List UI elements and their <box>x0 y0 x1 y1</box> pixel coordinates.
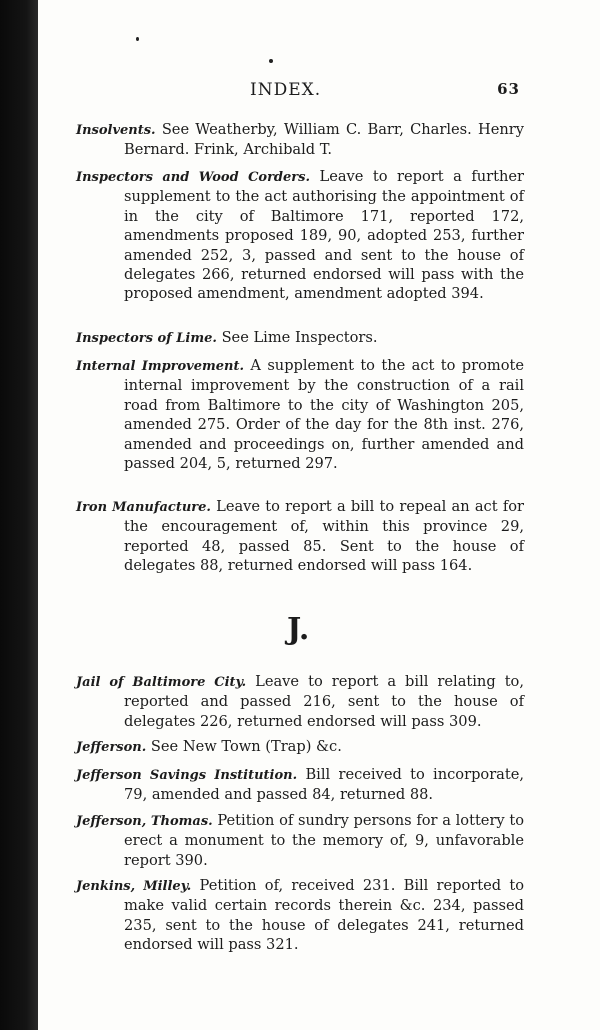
entry-text: See Lime Inspectors. <box>221 329 378 346</box>
index-entry <box>76 356 524 473</box>
index-entry <box>76 765 524 805</box>
entry-term: Jefferson Savings Institution. <box>76 768 298 783</box>
entry-term: Jefferson, Thomas. <box>76 814 213 829</box>
book-spine-shadow <box>0 0 38 1030</box>
page-header <box>250 80 520 104</box>
entry-term: Internal Improvement. <box>76 359 245 374</box>
entry-text: See New Town (Trap) &c. <box>150 738 342 755</box>
entry-text: Petition of, received 231. Bill reported to make valid certain records therein &c. 234, passed 235, sent to the house of delegates 241, returned endorsed will pass 321. <box>124 877 524 954</box>
entry-text: See Weatherby, William C. Barr, Charles. Henry Bernard. Frink, Archibald T. <box>124 121 524 159</box>
entry-text: Leave to report a bill relating to, reported and passed 216, sent to the house of delegates 226, returned endorsed will pass 309. <box>124 673 524 730</box>
index-entry <box>76 876 524 955</box>
entry-text: Bill received to incorporate, 79, amended and passed 84, returned 88. <box>124 766 525 804</box>
page-number: 63 <box>497 80 520 98</box>
entry-term: Inspectors of Lime. <box>76 331 217 346</box>
entry-text: Leave to report a further supplement to the act authorising the appointment of in the city of Baltimore 171, reported 172, amendments proposed 189, 90, adopted 253, further amended 252, 3, passed and sent to the house of delegates 266, returned endorsed will pass with the proposed amendment, amendment adopted 394. <box>124 168 524 303</box>
ink-speck <box>269 59 273 63</box>
entry-text: Petition of sundry persons for a lottery to erect a monument to the memory of, 9, unfavorable report 390. <box>124 812 525 869</box>
index-entry <box>76 328 524 348</box>
page-title: INDEX. <box>250 80 322 100</box>
entry-term: Jail of Baltimore City. <box>76 675 247 690</box>
index-entry <box>76 120 524 160</box>
entry-term: Jenkins, Milley. <box>76 879 192 894</box>
entry-term: Inspectors and Wood Corders. <box>76 170 310 185</box>
entry-term: Iron Manufacture. <box>76 500 211 515</box>
ink-speck <box>136 37 139 41</box>
entry-term: Jefferson. <box>76 740 147 755</box>
index-entry <box>76 737 524 757</box>
index-entry <box>76 672 524 731</box>
index-entry <box>76 167 524 304</box>
entry-text: A supplement to the act to promote internal improvement by the construction of a rail road from Baltimore to the city of Washington 205, amended 275. Order of the day for the 8th inst. 276, amended and proceedings on, further amended and passed 204, 5, returned 297. <box>124 357 524 473</box>
entry-text: Leave to report a bill to repeal an act for the encouragement of, within this province 29, reported 48, passed 85. Sent to the house of delegates 88, returned endorsed will pass 164. <box>124 498 524 575</box>
index-entry <box>76 497 524 576</box>
index-entry <box>76 811 524 870</box>
entry-term: Insolvents. <box>76 123 156 138</box>
section-letter: J. <box>287 612 310 647</box>
